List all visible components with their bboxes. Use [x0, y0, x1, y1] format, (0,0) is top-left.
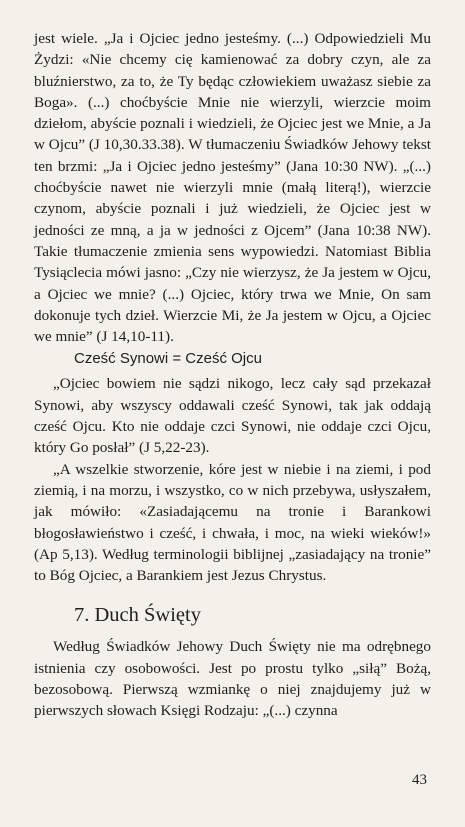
paragraph-revelation-5: „A wszelkie stworzenie, kóre jest w niebie i na ziemi, i pod ziemią, i na morzu, i wszystko, co w nich przebywa, usłyszałem, jak mówiło: «Zasiadającemu na tronie i Barankowi błogosławieństwo i cześć, i chwała, i moc, na wieki wieków!» (Ap 5,13). Według terminologii biblijnej „zasiadający na tronie” to Bóg Ojciec, a Barankiem jest Jezus Chrystus.	[34, 460, 431, 585]
section-heading: 7. Duch Święty	[74, 604, 201, 627]
text-block	[34, 28, 431, 722]
paragraph-holy-spirit: Według Świadków Jehowy Duch Święty nie ma odrębnego istnienia czy osobowości. Jest po prostu tylko „siłą” Bożą, bezosobową. Pierwszą wzmiankę o niej znajdujemy już w pierwszych słowach Księgi Rodzaju: „(...) czynna	[34, 638, 431, 720]
paragraph-john-10: jest wiele. „Ja i Ojciec jedno jesteśmy. (...) Odpowiedzieli Mu Żydzi: «Nie chcemy cię kamienować za dobry czyn, ale za bluźnierstwo, za to, że Ty będąc człowiekiem uważasz siebie za Boga». (...) choćbyście Mnie nie wierzyli, wierzcie moim dziełom, abyście poznali i wiedzieli, że Ojciec jest we Mnie, a Ja w Ojcu” (J 10,30.33.38). W tłumaczeniu Świadków Jehowy tekst ten brzmi: „Ja i Ojciec jedno jesteśmy” (Jana 10:30 NW). „(...) choćbyście nawet nie wierzyli mnie (małą literą!), wierzcie czynom, abyście poznali i już wiedzieli, że Ojciec jest w jedności ze mną, a ja w jedności z Ojcem” (Jana 10:38 NW). Takie tłumaczenie zmienia sens wypowiedzi. Natomiast Biblia Tysiąclecia mówi jasno: „Czy nie wierzysz, że Ja jestem w Ojcu, a Ojciec we mnie? (...) Ojciec, który trwa we Mnie, On sam dokonuje tych dzieł. Wierzcie Mi, że Ja jestem w Ojcu, a Ojciec we mnie” (J 14,10-11).	[34, 30, 431, 346]
subheading: Cześć Synowi = Cześć Ojcu	[74, 350, 262, 368]
page-number: 43	[412, 772, 427, 788]
paragraph-john-5: „Ojciec bowiem nie sądzi nikogo, lecz cały sąd przekazał Synowi, aby wszyscy oddawali cześć Synowi, tak jak oddają cześć Ojcu. Kto nie oddaje czci Synowi, nie oddaje czci Ojcu, który Go posłał” (J 5,22-23).	[34, 375, 431, 457]
